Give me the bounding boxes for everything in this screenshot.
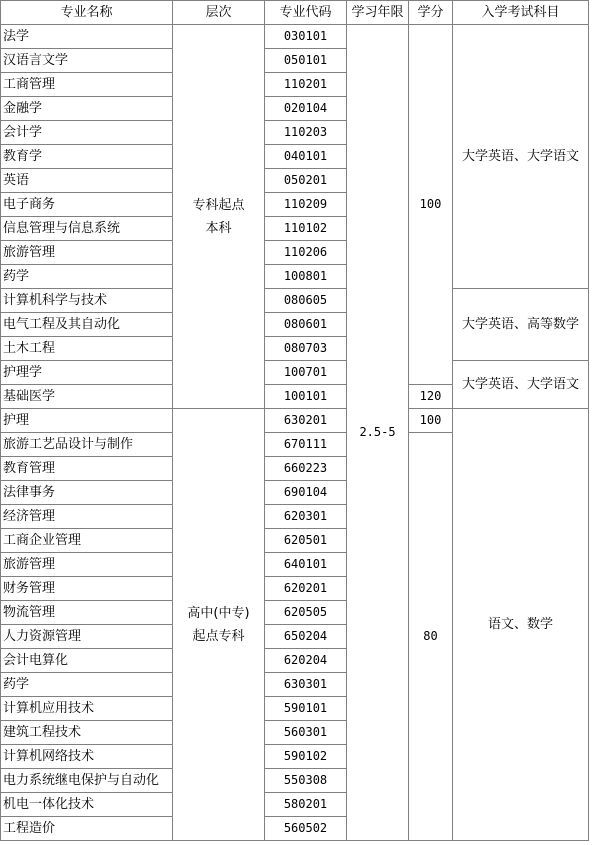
major-name: 法学 <box>1 25 173 49</box>
exam-subjects-4: 语文、数学 <box>453 409 589 841</box>
header-row <box>1 1 589 25</box>
major-name: 工商管理 <box>1 73 173 97</box>
major-code: 640101 <box>265 553 347 577</box>
major-name: 金融学 <box>1 97 173 121</box>
major-code: 620505 <box>265 601 347 625</box>
major-name: 计算机科学与技术 <box>1 289 173 313</box>
major-code: 560502 <box>265 817 347 841</box>
major-name: 信息管理与信息系统 <box>1 217 173 241</box>
major-code: 100801 <box>265 265 347 289</box>
level-cell-bachelor <box>173 25 265 409</box>
major-code: 110102 <box>265 217 347 241</box>
major-code: 100101 <box>265 385 347 409</box>
major-name: 护理学 <box>1 361 173 385</box>
major-name: 基础医学 <box>1 385 173 409</box>
major-name: 汉语言文学 <box>1 49 173 73</box>
exam-subjects-2: 大学英语、高等数学 <box>453 289 589 361</box>
major-name: 工程造价 <box>1 817 173 841</box>
major-name: 法律事务 <box>1 481 173 505</box>
major-name: 计算机网络技术 <box>1 745 173 769</box>
major-name: 护理 <box>1 409 173 433</box>
major-code: 630301 <box>265 673 347 697</box>
header-exam: 入学考试科目 <box>453 1 589 25</box>
major-name: 物流管理 <box>1 601 173 625</box>
major-code: 650204 <box>265 625 347 649</box>
major-name: 电力系统继电保护与自动化 <box>1 769 173 793</box>
major-code: 080601 <box>265 313 347 337</box>
level-bachelor-line2: 本科 <box>205 220 232 236</box>
major-code: 080703 <box>265 337 347 361</box>
major-name: 会计电算化 <box>1 649 173 673</box>
major-name: 教育学 <box>1 145 173 169</box>
major-name: 计算机应用技术 <box>1 697 173 721</box>
exam-subjects-1: 大学英语、大学语文 <box>453 25 589 289</box>
major-name: 旅游管理 <box>1 241 173 265</box>
credits-cell: 120 <box>409 385 453 409</box>
major-code: 110201 <box>265 73 347 97</box>
major-code: 620201 <box>265 577 347 601</box>
major-name: 经济管理 <box>1 505 173 529</box>
exam-subjects-3: 大学英语、大学语文 <box>453 361 589 409</box>
level-cell-associate <box>173 409 265 841</box>
major-code: 020104 <box>265 97 347 121</box>
table-row <box>1 289 589 313</box>
header-level: 层次 <box>173 1 265 25</box>
major-code: 110203 <box>265 121 347 145</box>
major-name: 电气工程及其自动化 <box>1 313 173 337</box>
major-code: 050201 <box>265 169 347 193</box>
major-name: 人力资源管理 <box>1 625 173 649</box>
major-code: 670111 <box>265 433 347 457</box>
major-name: 会计学 <box>1 121 173 145</box>
major-name: 电子商务 <box>1 193 173 217</box>
major-code: 660223 <box>265 457 347 481</box>
level-bachelor-line1: 专科起点 <box>192 197 245 213</box>
major-name: 建筑工程技术 <box>1 721 173 745</box>
level-associate-line1: 高中(中专) <box>187 605 250 621</box>
major-name: 机电一体化技术 <box>1 793 173 817</box>
major-code: 630201 <box>265 409 347 433</box>
major-name: 旅游工艺品设计与制作 <box>1 433 173 457</box>
credits-cell: 100 <box>409 409 453 433</box>
major-code: 590101 <box>265 697 347 721</box>
major-code: 040101 <box>265 145 347 169</box>
major-code: 080605 <box>265 289 347 313</box>
header-code: 专业代码 <box>265 1 347 25</box>
major-code: 690104 <box>265 481 347 505</box>
major-code: 030101 <box>265 25 347 49</box>
table-row <box>1 25 589 49</box>
major-name: 教育管理 <box>1 457 173 481</box>
major-code: 560301 <box>265 721 347 745</box>
major-code: 580201 <box>265 793 347 817</box>
major-code: 100701 <box>265 361 347 385</box>
level-associate-line2: 起点专科 <box>192 628 245 644</box>
header-name: 专业名称 <box>1 1 173 25</box>
table-row <box>1 361 589 385</box>
major-name: 财务管理 <box>1 577 173 601</box>
major-name: 土木工程 <box>1 337 173 361</box>
credits-cell: 80 <box>409 433 453 841</box>
major-name: 药学 <box>1 265 173 289</box>
major-name: 旅游管理 <box>1 553 173 577</box>
major-name: 英语 <box>1 169 173 193</box>
study-years: 2.5-5 <box>347 25 409 841</box>
major-code: 590102 <box>265 745 347 769</box>
credits-cell: 100 <box>409 25 453 385</box>
major-code: 110209 <box>265 193 347 217</box>
major-code: 620204 <box>265 649 347 673</box>
header-credits: 学分 <box>409 1 453 25</box>
major-code: 050101 <box>265 49 347 73</box>
major-code: 550308 <box>265 769 347 793</box>
header-years: 学习年限 <box>347 1 409 25</box>
major-code: 620301 <box>265 505 347 529</box>
major-code: 620501 <box>265 529 347 553</box>
table-row <box>1 409 589 433</box>
major-name: 工商企业管理 <box>1 529 173 553</box>
major-name: 药学 <box>1 673 173 697</box>
major-code: 110206 <box>265 241 347 265</box>
